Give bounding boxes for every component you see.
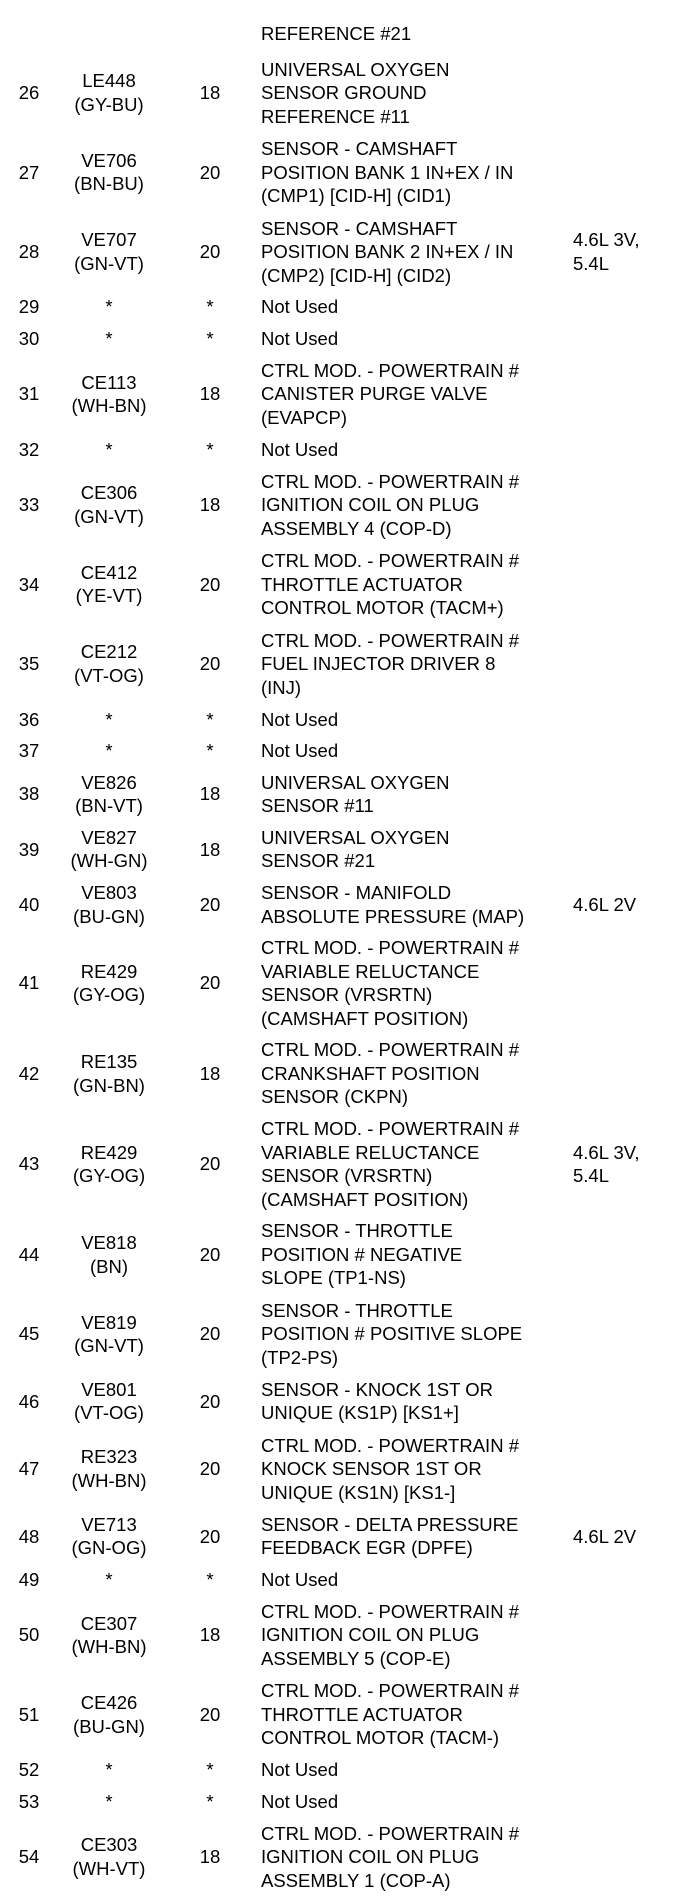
table-row	[0, 704, 688, 735]
note-cell	[569, 434, 688, 465]
function-cell	[260, 1294, 569, 1374]
note-cell	[569, 1509, 688, 1564]
circuit-function: Not Used	[261, 708, 339, 730]
wire-color: (BU-GN)	[73, 1715, 145, 1737]
function-cell	[260, 1564, 569, 1595]
circuit-code: *	[105, 327, 113, 349]
pin-number: 47	[18, 1458, 40, 1480]
function-cell	[260, 1215, 569, 1295]
circuit-cell	[58, 735, 160, 766]
table-row	[0, 1509, 688, 1564]
wire-gauge: *	[206, 327, 214, 349]
wire-color: (WH-BN)	[71, 1636, 147, 1658]
circuit-cell	[58, 323, 160, 354]
wire-color: (WH-BN)	[71, 1469, 147, 1491]
circuit-code: VE706	[81, 149, 137, 171]
function-cell	[260, 1786, 569, 1817]
pin-number: 32	[18, 438, 40, 460]
note-cell	[569, 18, 688, 53]
circuit-code: *	[105, 1790, 113, 1812]
circuit-cell	[58, 624, 160, 704]
wire-gauge: 18	[199, 1846, 221, 1868]
pin-number: 46	[18, 1390, 40, 1412]
note-cell	[569, 1374, 688, 1429]
table-row	[0, 624, 688, 704]
wire-color: (GN-BN)	[73, 1074, 145, 1096]
table-row	[0, 766, 688, 821]
function-cell	[260, 292, 569, 323]
wire-gauge: *	[206, 1568, 214, 1590]
circuit-cell	[58, 1786, 160, 1817]
circuit-code: VE819	[81, 1311, 137, 1333]
wire-gauge: 18	[199, 1062, 221, 1084]
function-cell	[260, 1034, 569, 1114]
pin-number: 45	[18, 1323, 40, 1345]
wire-color: (VT-OG)	[74, 1402, 144, 1424]
pin-number: 38	[18, 783, 40, 805]
function-cell	[260, 212, 569, 292]
function-cell	[260, 1374, 569, 1429]
circuit-code: RE429	[80, 960, 138, 982]
wire-gauge: *	[206, 708, 214, 730]
circuit-cell	[58, 1215, 160, 1295]
circuit-cell	[58, 1595, 160, 1675]
circuit-cell	[58, 133, 160, 213]
pin-number: 42	[18, 1062, 40, 1084]
circuit-cell	[58, 1817, 160, 1897]
wire-gauge: 18	[199, 783, 221, 805]
table-row	[0, 1817, 688, 1897]
circuit-code: RE429	[80, 1141, 138, 1163]
wire-gauge: 20	[199, 1525, 221, 1547]
circuit-cell	[58, 704, 160, 735]
table-row	[0, 434, 688, 465]
table-row	[0, 1374, 688, 1429]
circuit-cell	[58, 1509, 160, 1564]
note-cell	[569, 292, 688, 323]
circuit-function: CTRL MOD. - POWERTRAIN # THROTTLE ACTUATOR CONTROL MOTOR (TACM-)	[261, 1680, 519, 1749]
circuit-function: SENSOR - MANIFOLD ABSOLUTE PRESSURE (MAP)	[261, 882, 525, 927]
note-cell	[569, 212, 688, 292]
pin-number: 40	[18, 893, 40, 915]
application-note: 4.6L 2V	[573, 1525, 637, 1547]
function-cell	[260, 133, 569, 213]
circuit-code: VE803	[81, 882, 137, 904]
note-cell	[569, 735, 688, 766]
wire-gauge: 18	[199, 82, 221, 103]
table-row	[0, 1113, 688, 1215]
pin-number: 53	[18, 1790, 40, 1812]
wire-gauge: 18	[199, 1624, 221, 1646]
circuit-cell	[58, 1429, 160, 1509]
note-cell	[569, 766, 688, 821]
note-cell	[569, 1429, 688, 1509]
wire-gauge: 20	[199, 241, 221, 262]
circuit-cell	[58, 545, 160, 625]
pin-number: 34	[18, 573, 40, 595]
circuit-function: CTRL MOD. - POWERTRAIN # VARIABLE RELUCTANCE SENSOR (VRSRTN) (CAMSHAFT POSITION)	[261, 937, 519, 1029]
table-row	[0, 133, 688, 213]
circuit-function: CTRL MOD. - POWERTRAIN # CANISTER PURGE VALVE (EVAPCP)	[261, 359, 519, 428]
circuit-function: CTRL MOD. - POWERTRAIN # IGNITION COIL ON PLUG ASSEMBLY 5 (COP-E)	[261, 1600, 519, 1669]
pin-number: 27	[18, 161, 40, 183]
wire-color: (YE-VT)	[75, 585, 143, 607]
wire-color: (BU-GN)	[73, 905, 145, 927]
function-cell	[260, 1754, 569, 1785]
circuit-code: RE323	[80, 1446, 138, 1468]
table-row	[0, 1429, 688, 1509]
note-cell	[569, 1215, 688, 1295]
table-row	[0, 212, 688, 292]
wire-color: (WH-BN)	[71, 395, 147, 417]
table-row	[0, 932, 688, 1034]
table-row	[0, 1754, 688, 1785]
table-row	[0, 53, 688, 133]
circuit-code: LE448	[82, 70, 136, 92]
table-row	[0, 465, 688, 545]
function-cell	[260, 323, 569, 354]
function-cell	[260, 354, 569, 434]
note-cell	[569, 1294, 688, 1374]
wire-gauge: 20	[199, 893, 221, 915]
wire-gauge: 20	[199, 972, 221, 994]
note-cell	[569, 624, 688, 704]
circuit-code: RE135	[80, 1051, 138, 1073]
function-cell	[260, 18, 569, 53]
note-cell	[569, 1675, 688, 1755]
wire-gauge: 20	[199, 1243, 221, 1265]
wire-color: (WH-GN)	[70, 850, 148, 872]
circuit-cell	[58, 1564, 160, 1595]
pin-number: 43	[18, 1153, 40, 1175]
function-cell	[260, 624, 569, 704]
wire-gauge: *	[206, 1790, 214, 1812]
wire-gauge: 20	[199, 1703, 221, 1725]
circuit-code: *	[105, 1568, 113, 1590]
table-row	[0, 1294, 688, 1374]
circuit-cell	[58, 877, 160, 932]
pin-cell	[0, 18, 58, 53]
wire-color: (GY-OG)	[72, 984, 146, 1006]
circuit-cell	[58, 822, 160, 877]
circuit-code: CE212	[80, 641, 138, 663]
circuit-function: SENSOR - DELTA PRESSURE FEEDBACK EGR (DPFE)	[261, 1513, 519, 1559]
note-cell	[569, 1113, 688, 1215]
circuit-cell	[58, 53, 160, 133]
pin-number: 26	[18, 82, 40, 103]
table-row-fragment	[0, 18, 688, 53]
circuit-function: CTRL MOD. - POWERTRAIN # IGNITION COIL ON PLUG ASSEMBLY 4 (COP-D)	[261, 470, 519, 539]
wire-gauge: 20	[199, 1153, 221, 1175]
wire-color: (GN-VT)	[74, 252, 144, 274]
circuit-cell	[58, 766, 160, 821]
circuit-cell	[58, 354, 160, 434]
circuit-function: Not Used	[261, 1759, 339, 1781]
wire-gauge: 20	[199, 1458, 221, 1480]
circuit-function: SENSOR - CAMSHAFT POSITION BANK 1 IN+EX / IN (CMP1) [CID-H] (CID1)	[261, 138, 514, 206]
wire-gauge: 18	[199, 383, 221, 405]
circuit-function: CTRL MOD. - POWERTRAIN # VARIABLE RELUCTANCE SENSOR (VRSRTN) (CAMSHAFT POSITION)	[261, 1118, 519, 1210]
pin-number: 37	[18, 740, 40, 761]
function-cell	[260, 704, 569, 735]
wire-gauge: 20	[199, 161, 221, 183]
wire-color: (GY-OG)	[72, 1165, 146, 1187]
pin-number: 49	[18, 1568, 40, 1590]
note-cell	[569, 1564, 688, 1595]
circuit-code: VE713	[81, 1513, 137, 1535]
wire-gauge: 20	[199, 653, 221, 675]
circuit-cell	[58, 932, 160, 1034]
circuit-cell	[58, 18, 160, 53]
circuit-code: CE307	[80, 1612, 138, 1634]
circuit-cell	[58, 292, 160, 323]
circuit-code: CE412	[80, 561, 138, 583]
table-row	[0, 1786, 688, 1817]
pin-number: 52	[18, 1759, 40, 1781]
circuit-function: Not Used	[261, 327, 339, 349]
circuit-code: *	[105, 296, 113, 318]
note-cell	[569, 53, 688, 133]
function-cell	[260, 822, 569, 877]
fragment-function-text: REFERENCE #21	[261, 23, 412, 44]
circuit-function: CTRL MOD. - POWERTRAIN # FUEL INJECTOR DRIVER 8 (INJ)	[261, 629, 519, 698]
pin-number: 51	[18, 1703, 40, 1725]
circuit-cell	[58, 1374, 160, 1429]
wire-color: (GY-BU)	[74, 93, 144, 115]
circuit-function: Not Used	[261, 296, 339, 318]
table-row	[0, 1034, 688, 1114]
pin-number: 36	[18, 708, 40, 730]
function-cell	[260, 932, 569, 1034]
circuit-code: *	[105, 740, 113, 761]
function-cell	[260, 1429, 569, 1509]
circuit-code: CE306	[80, 482, 138, 504]
pin-number: 48	[18, 1525, 40, 1547]
pin-number: 44	[18, 1243, 40, 1265]
circuit-cell	[58, 1113, 160, 1215]
note-cell	[569, 822, 688, 877]
function-cell	[260, 465, 569, 545]
wire-gauge: 18	[199, 494, 221, 516]
table-row	[0, 1215, 688, 1295]
table-row	[0, 877, 688, 932]
circuit-cell	[58, 1675, 160, 1755]
wire-color: (GN-VT)	[74, 1335, 144, 1357]
circuit-code: VE818	[81, 1232, 137, 1254]
connector-pinout-table	[0, 18, 688, 1897]
pin-number: 50	[18, 1624, 40, 1646]
application-note: 4.6L 3V, 5.4L	[573, 229, 640, 274]
note-cell	[569, 1754, 688, 1785]
circuit-function: CTRL MOD. - POWERTRAIN # IGNITION COIL ON PLUG ASSEMBLY 1 (COP-A)	[261, 1822, 519, 1891]
wire-gauge: *	[206, 296, 214, 318]
function-cell	[260, 434, 569, 465]
circuit-code: VE827	[81, 826, 137, 848]
note-cell	[569, 704, 688, 735]
function-cell	[260, 1817, 569, 1897]
circuit-function: Not Used	[261, 438, 339, 460]
pin-number: 29	[18, 296, 40, 318]
circuit-function: SENSOR - THROTTLE POSITION # POSITIVE SLOPE (TP2-PS)	[261, 1299, 523, 1368]
note-cell	[569, 1595, 688, 1675]
note-cell	[569, 877, 688, 932]
circuit-cell	[58, 1294, 160, 1374]
table-row	[0, 545, 688, 625]
note-cell	[569, 133, 688, 213]
wire-gauge: 20	[199, 1390, 221, 1412]
note-cell	[569, 932, 688, 1034]
circuit-code: CE113	[81, 371, 137, 393]
function-cell	[260, 545, 569, 625]
pin-number: 35	[18, 653, 40, 675]
function-cell	[260, 53, 569, 133]
circuit-function: Not Used	[261, 1790, 339, 1812]
note-cell	[569, 1034, 688, 1114]
wire-color: (WH-VT)	[72, 1857, 146, 1879]
circuit-function: SENSOR - CAMSHAFT POSITION BANK 2 IN+EX / IN (CMP2) [CID-H] (CID2)	[261, 217, 514, 286]
wire-gauge: *	[206, 438, 214, 460]
note-cell	[569, 1786, 688, 1817]
note-cell	[569, 323, 688, 354]
function-cell	[260, 1509, 569, 1564]
wire-color: (GN-OG)	[71, 1537, 147, 1559]
circuit-code: *	[105, 438, 113, 460]
circuit-code: *	[105, 1759, 113, 1781]
circuit-function: UNIVERSAL OXYGEN SENSOR #11	[261, 771, 450, 817]
wire-gauge: *	[206, 740, 214, 761]
application-note: 4.6L 2V	[573, 893, 637, 915]
wire-gauge: 20	[199, 573, 221, 595]
gauge-cell	[160, 18, 260, 53]
circuit-cell	[58, 1754, 160, 1785]
function-cell	[260, 877, 569, 932]
application-note: 4.6L 3V, 5.4L	[573, 1141, 640, 1187]
wire-gauge: *	[206, 1759, 214, 1781]
circuit-cell	[58, 1034, 160, 1114]
wire-color: (GN-VT)	[74, 505, 144, 527]
function-cell	[260, 766, 569, 821]
circuit-code: CE303	[80, 1834, 138, 1856]
table-row	[0, 354, 688, 434]
table-row	[0, 822, 688, 877]
pin-number: 31	[18, 383, 40, 405]
circuit-function: CTRL MOD. - POWERTRAIN # THROTTLE ACTUATOR CONTROL MOTOR (TACM+)	[261, 550, 519, 619]
circuit-code: CE426	[80, 1692, 138, 1714]
table-row	[0, 292, 688, 323]
circuit-code: VE826	[81, 771, 137, 793]
pin-number: 30	[18, 327, 40, 349]
function-cell	[260, 1113, 569, 1215]
wire-color: (BN-VT)	[75, 795, 143, 817]
circuit-code: VE707	[81, 229, 137, 251]
note-cell	[569, 465, 688, 545]
wire-color: (BN-BU)	[74, 173, 144, 195]
function-cell	[260, 1595, 569, 1675]
circuit-function: SENSOR - THROTTLE POSITION # NEGATIVE SLOPE (TP1-NS)	[261, 1220, 463, 1289]
table-row	[0, 1675, 688, 1755]
pin-number: 33	[18, 494, 40, 516]
circuit-code: VE801	[81, 1378, 137, 1400]
pin-number: 41	[18, 972, 40, 994]
pinout-rows	[0, 18, 688, 1897]
pin-number: 54	[18, 1846, 40, 1868]
function-cell	[260, 735, 569, 766]
note-cell	[569, 1817, 688, 1897]
circuit-function: UNIVERSAL OXYGEN SENSOR #21	[261, 826, 450, 872]
function-cell	[260, 1675, 569, 1755]
circuit-function: Not Used	[261, 740, 339, 761]
circuit-function: CTRL MOD. - POWERTRAIN # CRANKSHAFT POSITION SENSOR (CKPN)	[261, 1039, 519, 1108]
wire-color: (VT-OG)	[74, 664, 144, 686]
circuit-function: UNIVERSAL OXYGEN SENSOR GROUND REFERENCE #11	[261, 58, 450, 127]
wire-color: (BN)	[89, 1255, 129, 1277]
note-cell	[569, 354, 688, 434]
wire-gauge: 20	[199, 1323, 221, 1345]
circuit-function: CTRL MOD. - POWERTRAIN # KNOCK SENSOR 1ST OR UNIQUE (KS1N) [KS1-]	[261, 1434, 519, 1503]
table-row	[0, 1595, 688, 1675]
circuit-function: SENSOR - KNOCK 1ST OR UNIQUE (KS1P) [KS1+]	[261, 1378, 493, 1424]
table-row	[0, 735, 688, 766]
circuit-function: Not Used	[261, 1568, 339, 1590]
wire-gauge: 18	[199, 838, 221, 860]
circuit-code: *	[105, 708, 113, 730]
circuit-cell	[58, 465, 160, 545]
table-row	[0, 323, 688, 354]
circuit-cell	[58, 212, 160, 292]
pin-number: 39	[18, 838, 40, 860]
table-row	[0, 1564, 688, 1595]
note-cell	[569, 545, 688, 625]
pin-number: 28	[18, 241, 40, 262]
circuit-cell	[58, 434, 160, 465]
